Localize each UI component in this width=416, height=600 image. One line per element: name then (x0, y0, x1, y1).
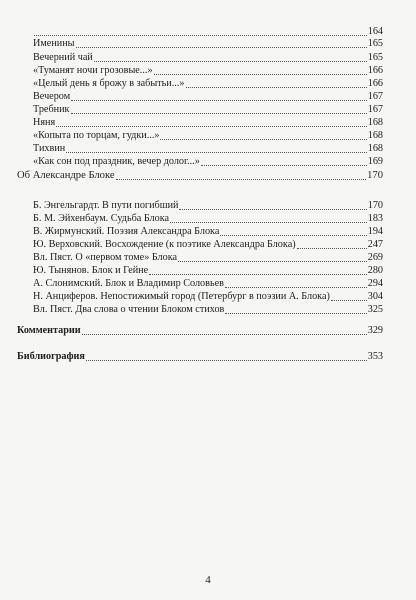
toc-entry-title: Вл. Пяст. О «первом томе» Блока (33, 252, 178, 263)
toc-entry-page: 304 (367, 291, 383, 302)
toc-entry-title: Тихвин (33, 143, 66, 154)
toc-entry (33, 239, 383, 251)
toc-entry (33, 91, 383, 103)
dot-leader (170, 222, 367, 223)
dot-leader (297, 248, 367, 249)
toc-entry-title: «Туманят ночи грозовые...» (33, 65, 153, 76)
toc-entry-page: 168 (367, 143, 383, 154)
toc-entry-page: 247 (367, 239, 383, 250)
toc-entry-title: Б. М. Эйхенбаум. Судьба Блока (33, 213, 170, 224)
toc-entry (33, 200, 383, 212)
toc-comments (17, 325, 383, 337)
toc-entry (33, 265, 383, 277)
toc-entry-page: 169 (367, 156, 383, 167)
toc-entry-page: 294 (367, 278, 383, 289)
toc-section-title: Об Александре Блоке (17, 170, 115, 181)
dot-leader (179, 209, 366, 210)
toc-entry-title: Вечерний чай (33, 52, 93, 63)
toc-section (17, 170, 383, 182)
toc-entry-page: 170 (367, 200, 383, 211)
dot-leader (225, 287, 367, 288)
dot-leader (331, 300, 367, 301)
toc-bibliography-title: Библиография (17, 351, 85, 362)
dot-leader (116, 179, 367, 180)
dot-leader (149, 274, 367, 275)
toc-entry-title: Именины (33, 38, 75, 49)
toc-entry-page: 164 (367, 26, 383, 37)
toc-bibliography-page: 353 (367, 351, 383, 362)
toc-entry-title: Н. Анциферов. Непостижимый город (Петербург в поэзии А. Блока) (33, 291, 330, 302)
toc-entry (33, 291, 383, 303)
toc-entry-title: Б. Энгельгардт. В пути погибший (33, 200, 179, 211)
toc-comments-title: Комментарии (17, 325, 81, 336)
dot-leader (186, 87, 367, 88)
toc-entry-title: Ю. Верховский. Восхождение (к поэтике Александра Блока) (33, 239, 296, 250)
toc-section-page: 170 (367, 170, 383, 181)
toc-entry (33, 104, 383, 116)
toc-entry-page: 280 (367, 265, 383, 276)
dot-leader (201, 165, 367, 166)
toc-entry-page: 166 (367, 65, 383, 76)
toc-entry-page: 165 (367, 38, 383, 49)
toc-entry-page: 165 (367, 52, 383, 63)
toc-entry-page: 168 (367, 130, 383, 141)
dot-leader (225, 313, 366, 314)
dot-leader (154, 74, 367, 75)
toc-entry (33, 278, 383, 290)
toc-entry (33, 252, 383, 264)
toc-entry (33, 143, 383, 155)
toc-entry (33, 304, 383, 316)
dot-leader (34, 35, 367, 36)
dot-leader (56, 126, 367, 127)
dot-leader (71, 100, 367, 101)
dot-leader (178, 261, 367, 262)
toc-entry-title: «Как сон под праздник, вечер долог...» (33, 156, 200, 167)
toc-entry-title: Требник (33, 104, 70, 115)
toc-entry (33, 213, 383, 225)
toc-entry (33, 38, 383, 50)
toc-entry-title: «Копыта по торцам, гудки...» (33, 130, 160, 141)
dot-leader (71, 113, 367, 114)
dot-leader (220, 235, 366, 236)
toc-entry-title: А. Слонимский. Блок и Владимир Соловьев (33, 278, 224, 289)
toc-entry-page: 167 (367, 104, 383, 115)
toc-entry (33, 26, 383, 38)
toc-bibliography (17, 351, 383, 363)
toc-entry-title: Ю. Тынянов. Блок и Гейне (33, 265, 149, 276)
toc-entry-title: «Целый день я брожу в забытьи...» (33, 78, 185, 89)
toc-entry-title: В. Жирмунский. Поэзия Александра Блока (33, 226, 220, 237)
toc-entry-title: Вл. Пяст. Два слова о чтении Блоком стихов (33, 304, 225, 315)
dot-leader (76, 47, 367, 48)
toc-entry-page: 166 (367, 78, 383, 89)
toc-entry-page: 167 (367, 91, 383, 102)
toc-entry (33, 65, 383, 77)
toc-entry (33, 226, 383, 238)
toc-entry-page: 183 (367, 213, 383, 224)
dot-leader (82, 334, 367, 335)
toc-entry-page: 168 (367, 117, 383, 128)
toc-entry-page: 194 (367, 226, 383, 237)
dot-leader (86, 360, 367, 361)
toc-entry (33, 78, 383, 90)
toc-entry (33, 117, 383, 129)
toc-entry-title: Вечером (33, 91, 71, 102)
page-number: 4 (205, 574, 211, 586)
toc-entry-title: Няня (33, 117, 56, 128)
toc-entry (33, 52, 383, 64)
toc-entry (33, 156, 383, 168)
dot-leader (160, 139, 366, 140)
dot-leader (66, 152, 366, 153)
toc-entry (33, 130, 383, 142)
toc-comments-page: 329 (367, 325, 383, 336)
toc-entry-page: 269 (367, 252, 383, 263)
toc-entry-page: 325 (367, 304, 383, 315)
dot-leader (94, 61, 367, 62)
